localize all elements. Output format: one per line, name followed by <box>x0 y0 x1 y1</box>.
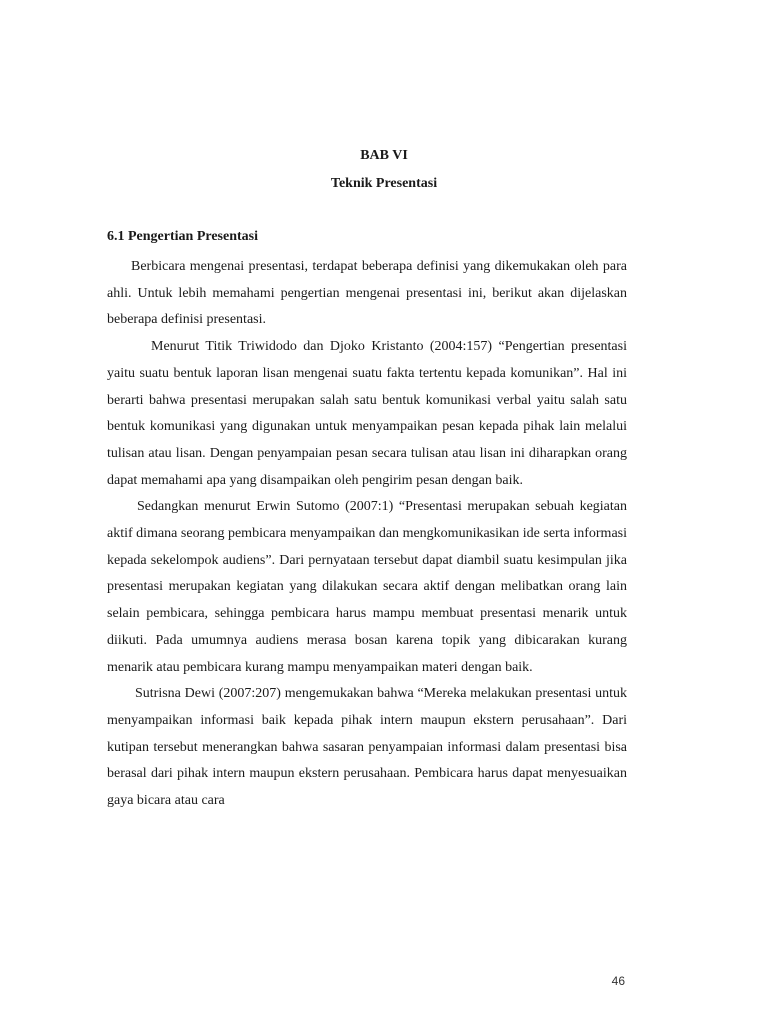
paragraph-1: Berbicara mengenai presentasi, terdapat beberapa definisi yang dikemukakan oleh para ahli. Untuk lebih memahami pengertian mengenai presentasi ini, berikut akan dijelaskan beberapa definisi presentasi. <box>107 259 627 328</box>
chapter-title: Teknik Presentasi <box>330 176 438 191</box>
chapter-number: BAB VI <box>360 148 408 163</box>
page-number: 46 <box>611 974 625 988</box>
paragraph-2: Menurut Titik Triwidodo dan Djoko Kristanto (2004:157) “Pengertian presentasi yaitu suatu bentuk laporan lisan mengenai suatu fakta tertentu kepada komunikan”. Hal ini berarti bahwa presentasi merupakan salah satu bentuk komunikasi verbal yaitu salah satu bentuk komunikasi yang digunakan untuk menyampaikan pesan kepada pihak lain melalui tulisan atau lisan. Dengan penyampaian pesan secara tulisan atau lisan ini diharapkan orang dapat memahami apa yang disampaikan oleh pengirim pesan dengan baik. <box>107 339 627 488</box>
body-text <box>107 254 627 815</box>
paragraph-3: Sedangkan menurut Erwin Sutomo (2007:1) “Presentasi merupakan sebuah kegiatan aktif dimana seorang pembicara menyampaikan dan mengkomunikasikan ide serta informasi kepada sekelompok audiens”. Dari pernyataan tersebut dapat diambil suatu kesimpulan jika presentasi merupakan kegiatan yang dilakukan secara aktif dengan melibatkan orang lain selain pembicara, sehingga pembicara harus mampu membuat presentasi menarik untuk diikuti. Pada umumnya audiens merasa bosan karena topik yang dibicarakan kurang menarik atau pembicara kurang mampu menyampaikan materi dengan baik. <box>107 499 627 675</box>
section-heading: 6.1 Pengertian Presentasi <box>107 229 258 244</box>
paragraph-4: Sutrisna Dewi (2007:207) mengemukakan bahwa “Mereka melakukan presentasi untuk menyampaikan informasi baik kepada pihak intern maupun ekstern perusahaan”. Dari kutipan tersebut menerangkan bahwa sasaran penyampaian informasi dalam presentasi bisa berasal dari pihak intern maupun ekstern perusahaan. Pembicara harus dapat menyesuaikan gaya bicara atau cara <box>107 686 627 809</box>
